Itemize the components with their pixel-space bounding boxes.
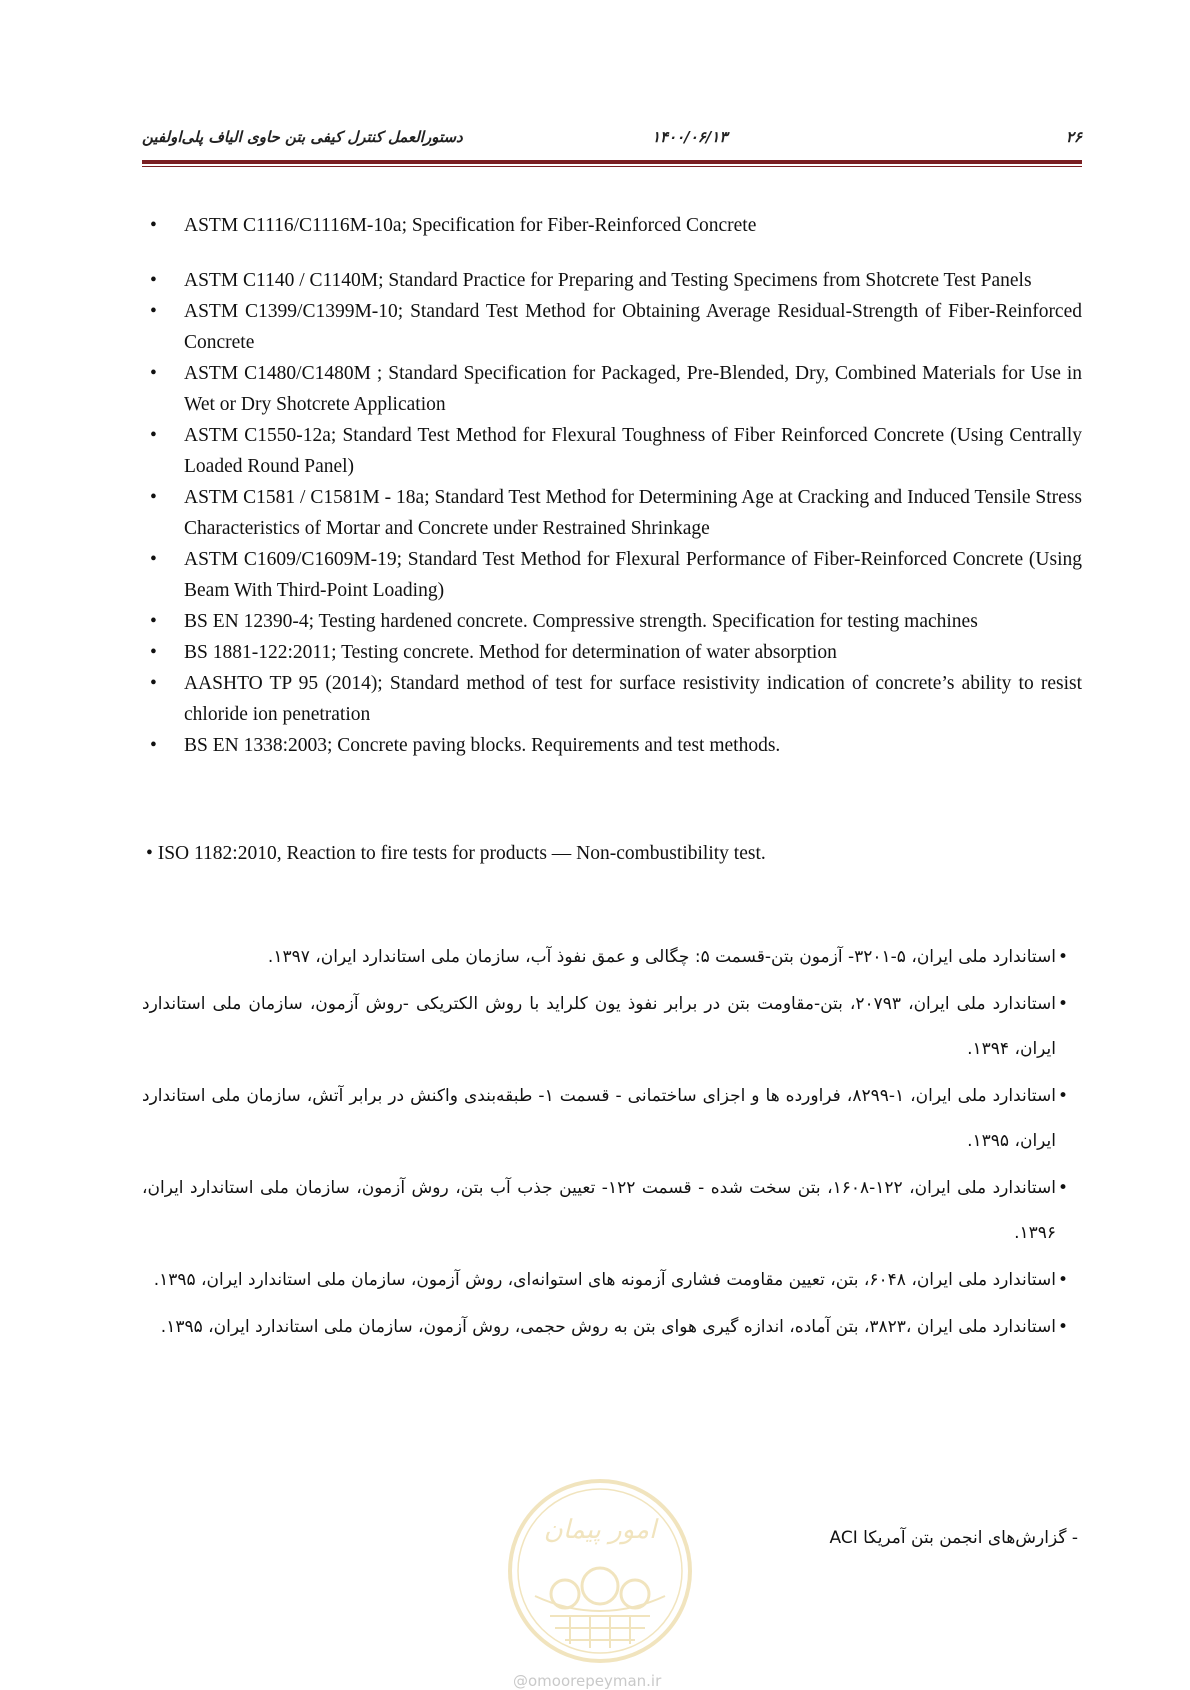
list-item: • ASTM C1399/C1399M-10; Standard Test Method for Obtaining Average Residual-Strength of Fiber-Reinforced Concrete <box>150 296 1082 358</box>
list-item: • ASTM C1550-12a; Standard Test Method for Flexural Toughness of Fiber Reinforced Concrete (Using Centrally Loaded Round Panel) <box>150 420 1082 482</box>
list-item: • استاندارد ملی ایران ،۳۸۲۳، بتن آماده، اندازه گیری هوای بتن به روش حجمی، روش آزمون، سازمان ملی استاندارد ایران، ۱۳۹۵. <box>142 1305 1066 1350</box>
watermark-logo-icon <box>505 1476 695 1666</box>
header-date: ۱۴۰۰/۰۶/۱۳ <box>652 128 728 146</box>
header-rule-thin <box>142 166 1082 167</box>
list-item: • AASHTO TP 95 (2014); Standard method of test for surface resistivity indication of concrete’s ability to resist chloride ion penetration <box>150 668 1082 730</box>
header-rule-thick <box>142 160 1082 164</box>
list-item: • BS 1881-122:2011; Testing concrete. Method for determination of water absorption <box>150 637 1082 668</box>
page-number: ۲۶ <box>1065 128 1082 146</box>
watermark-logo-text: امور پیمان <box>543 1515 657 1545</box>
page-header <box>142 128 1082 150</box>
list-item: • استاندارد ملی ایران، ۱-۸۲۹۹، فراورده ها و اجزای ساختمانی - قسمت ۱- طبقه‌بندی واکنش در برابر آتش، سازمان ملی استاندارد ایران، ۱۳۹۵. <box>142 1074 1066 1164</box>
list-item: • ASTM C1140 / C1140M; Standard Practice for Preparing and Testing Specimens from Shotcrete Test Panels <box>150 265 1082 296</box>
list-item: • ASTM C1116/C1116M-10a; Specification for Fiber-Reinforced Concrete <box>150 210 1082 241</box>
list-item: • ASTM C1609/C1609M-19; Standard Test Method for Flexural Performance of Fiber-Reinforced Concrete (Using Beam With Third-Point Loading) <box>150 544 1082 606</box>
list-item: • ASTM C1480/C1480M ; Standard Specification for Packaged, Pre-Blended, Dry, Combined Materials for Use in Wet or Dry Shotcrete Application <box>150 358 1082 420</box>
list-item-iso: • ISO 1182:2010, Reaction to fire tests for products — Non-combustibility test. <box>146 843 766 864</box>
list-item: • BS EN 1338:2003; Concrete paving blocks. Requirements and test methods. <box>150 730 1082 761</box>
english-reference-list <box>150 210 1082 761</box>
list-item: • استاندارد ملی ایران، ۱۲۲-۱۶۰۸، بتن سخت شده - قسمت ۱۲۲- تعیین جذب آب بتن، روش آزمون، سازمان ملی استاندارد ایران، ۱۳۹۶. <box>142 1166 1066 1256</box>
list-item: • استاندارد ملی ایران، ۶۰۴۸، بتن، تعیین مقاومت فشاری آزمونه های استوانه‌ای، روش آزمون، سازمان ملی استاندارد ایران، ۱۳۹۵. <box>142 1258 1066 1303</box>
watermark-url: @omoorepeyman.ir <box>513 1672 662 1690</box>
list-item: • BS EN 12390-4; Testing hardened concrete. Compressive strength. Specification for testing machines <box>150 606 1082 637</box>
list-item: • استاندارد ملی ایران، ۲۰۷۹۳، بتن-مقاومت بتن در برابر نفوذ یون کلراید با روش الکتریکی -روش آزمون، سازمان ملی استاندارد ایران، ۱۳۹۴. <box>142 982 1066 1072</box>
document-title: دستورالعمل کنترل کیفی بتن حاوی الیاف پلی‌اولفین <box>142 128 463 146</box>
list-item: • استاندارد ملی ایران، ۵-۳۲۰۱- آزمون بتن-قسمت ۵: چگالی و عمق نفوذ آب، سازمان ملی استاندارد ایران، ۱۳۹۷. <box>142 935 1066 980</box>
persian-reference-list <box>142 935 1066 1352</box>
list-item: • ASTM C1581 / C1581M - 18a; Standard Test Method for Determining Age at Cracking and Induced Tensile Stress Characteristics of Mortar and Concrete under Restrained Shrinkage <box>150 482 1082 544</box>
aci-reports-line: - گزارش‌های انجمن بتن آمریکا ACI <box>829 1528 1078 1548</box>
